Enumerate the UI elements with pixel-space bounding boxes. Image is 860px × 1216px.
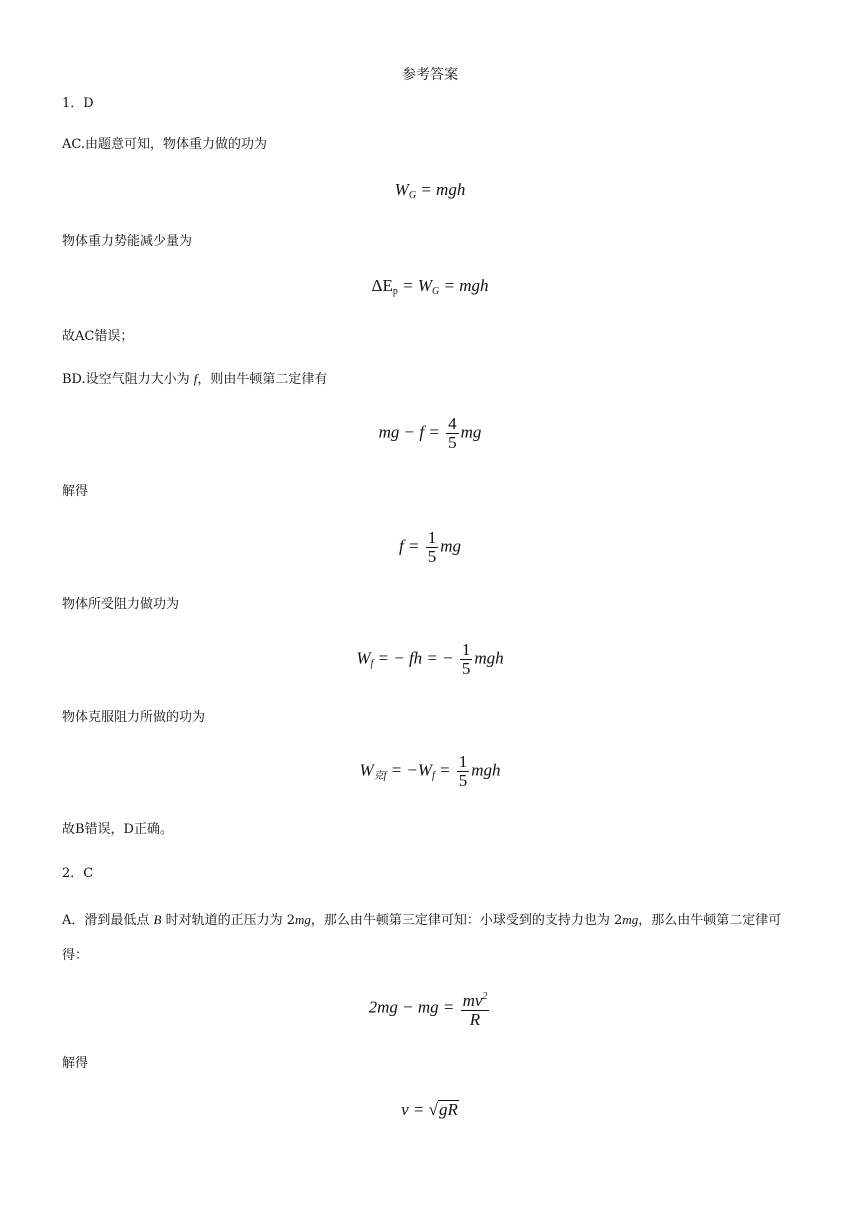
q1-conclusion: 故B错误，D正确。 (62, 822, 173, 837)
equation-8: v = √gR (401, 1100, 458, 1119)
q1-solve-label-1: 解得 (62, 484, 89, 499)
q1-paragraph-wrong: 故AC错误； (62, 329, 134, 344)
page-title: 参考答案 (402, 67, 458, 83)
equation-2: $\Delta E_p = W_G$ = mgh (371, 276, 489, 297)
equation-4: f = $\frac{1}{5}$ mg (399, 528, 461, 566)
q2-solve-label: 解得 (62, 1056, 89, 1071)
q1-paragraph-bd: BD.设空气阻力大小为 f，则由牛顿第二定律有 (62, 371, 328, 387)
equation-3: mg − f = $\frac{4}{5}$ mg (378, 414, 482, 452)
q2-paragraph-a: A．滑到最低点 B 时对轨道的正压力为 2mg，那么由牛顿第三定律可知：小球受到的支持力也为 2mg，那么由牛顿第二定律可得： (62, 912, 782, 963)
equation-6: $W_{克f} = -W_f$ = $\frac{1}{5}$ mgh (359, 752, 501, 790)
equation-5: $W_f$ = − fh = − $\frac{1}{5}$ mgh (356, 640, 504, 678)
q1-paragraph-ep: 物体重力势能减少量为 (62, 234, 193, 249)
q1-paragraph-work: 物体所受阻力做功为 (62, 597, 180, 612)
q1-paragraph-ac: AC.由题意可知，物体重力做的功为 (62, 137, 268, 152)
equation-1: $W_G$ = mgh (394, 180, 466, 201)
equation-7: 2mg − mg = $\frac{mv^2}{R}$ (0, 988, 860, 1029)
question-2-answer: 2．C (62, 866, 94, 881)
q1-paragraph-overcome: 物体克服阻力所做的功为 (62, 710, 206, 725)
question-1-answer: 1．D (62, 96, 94, 111)
